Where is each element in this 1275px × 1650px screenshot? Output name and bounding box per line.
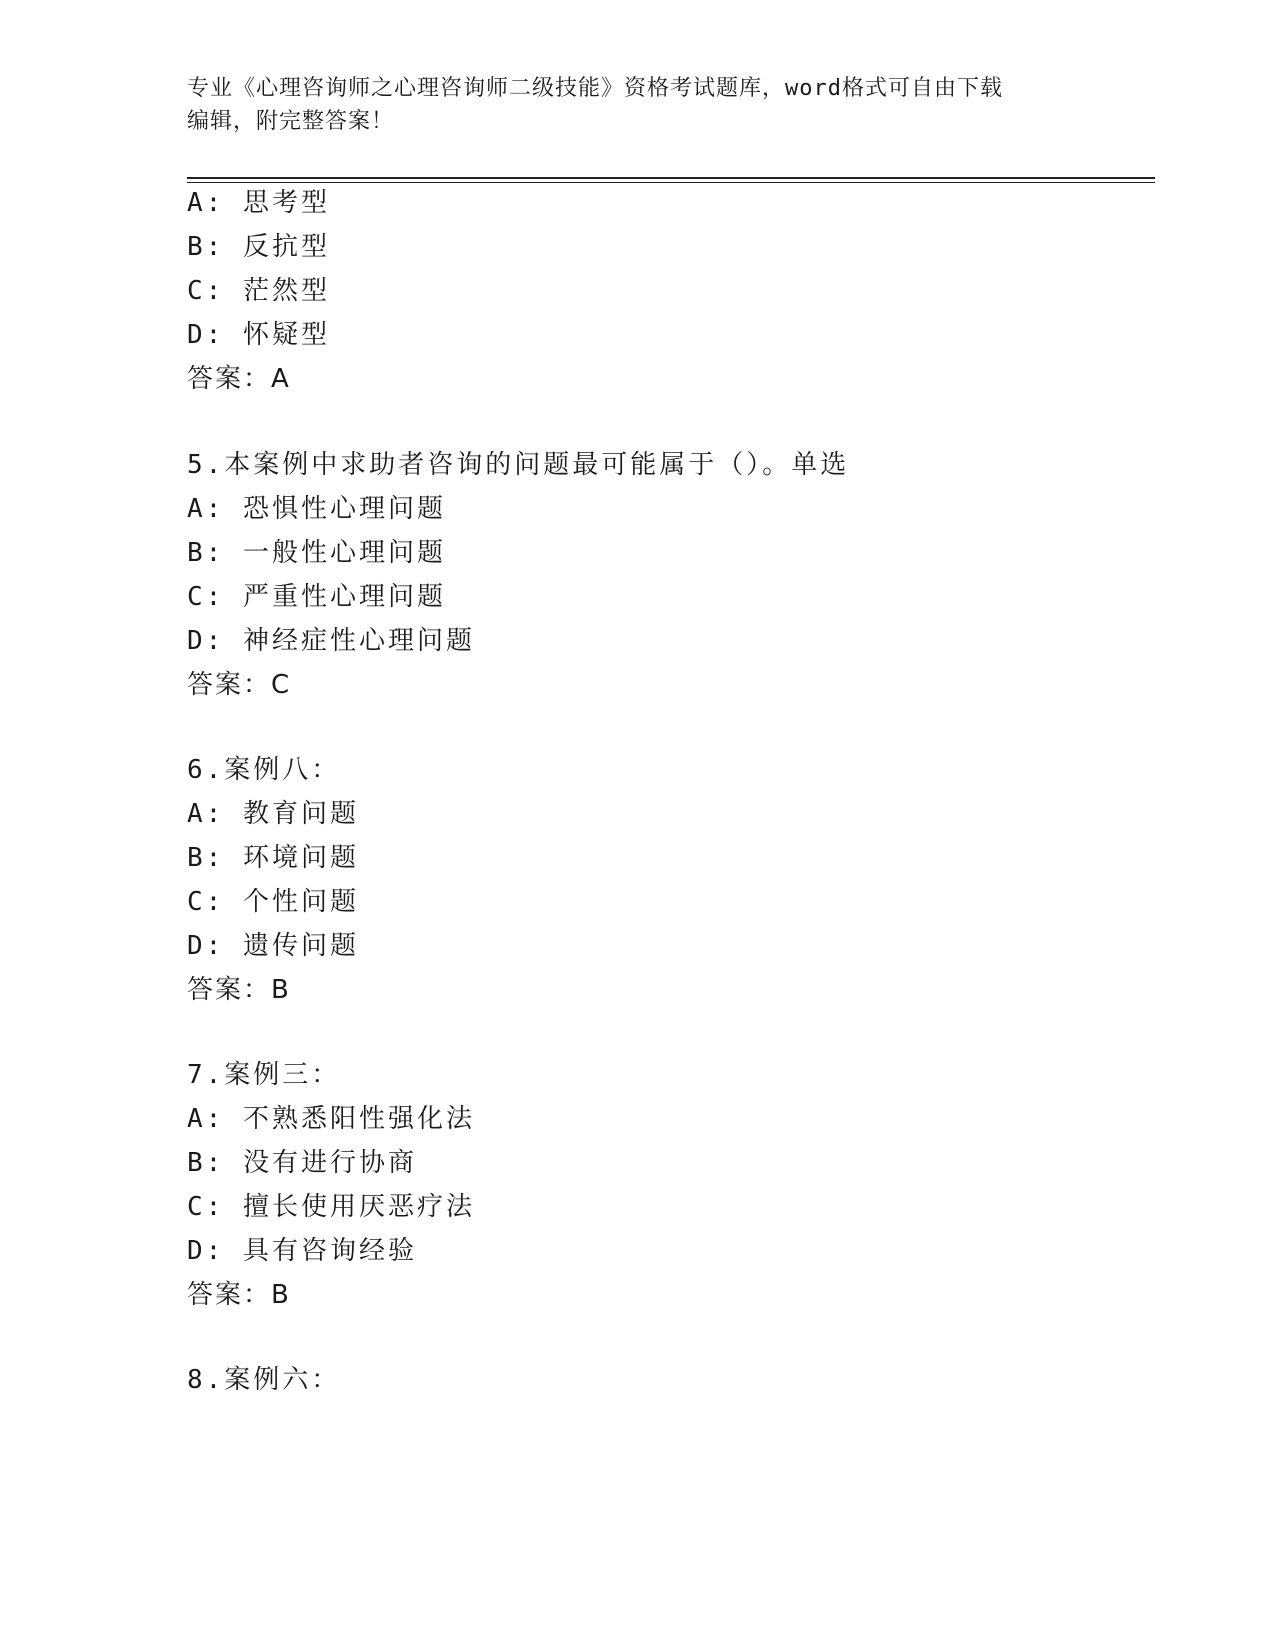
q4-option-d: D: 怀疑型 <box>187 320 330 350</box>
q5-option-b: B: 一般性心理问题 <box>187 538 446 568</box>
q5-option-d: D: 神经症性心理问题 <box>187 626 475 656</box>
q5-option-c: C: 严重性心理问题 <box>187 582 446 612</box>
q7-answer: 答案：B <box>187 1280 291 1310</box>
q6-option-d: D: 遗传问题 <box>187 931 359 961</box>
q7-option-d: D: 具有咨询经验 <box>187 1236 417 1266</box>
header-rule-thick <box>187 177 1155 179</box>
q7-question: 7.案例三： <box>187 1060 341 1090</box>
q7-option-c: C: 擅长使用厌恶疗法 <box>187 1192 475 1222</box>
q5-option-a: A: 恐惧性心理问题 <box>187 494 446 524</box>
q7-option-a: A: 不熟悉阳性强化法 <box>187 1104 475 1134</box>
q4-option-a: A: 思考型 <box>187 188 330 218</box>
q4-option-c: C: 茫然型 <box>187 276 330 306</box>
header-rule-thin <box>187 182 1155 183</box>
header-line-1: 专业《心理咨询师之心理咨询师二级技能》资格考试题库，word格式可自由下载 <box>187 76 1003 101</box>
q6-option-b: B: 环境问题 <box>187 843 359 873</box>
q5-question: 5.本案例中求助者咨询的问题最可能属于（）。单选 <box>187 450 850 480</box>
q6-option-c: C: 个性问题 <box>187 887 359 917</box>
q4-answer: 答案：A <box>187 364 291 394</box>
q6-option-a: A: 教育问题 <box>187 799 359 829</box>
q8-question: 8.案例六： <box>187 1365 341 1395</box>
q7-option-b: B: 没有进行协商 <box>187 1148 417 1178</box>
q6-answer: 答案：B <box>187 975 291 1005</box>
q6-question: 6.案例八： <box>187 755 341 785</box>
document-header <box>187 72 1067 138</box>
q4-option-b: B: 反抗型 <box>187 232 330 262</box>
header-line-2: 编辑，附完整答案！ <box>187 109 395 134</box>
q5-answer: 答案：C <box>187 670 292 700</box>
